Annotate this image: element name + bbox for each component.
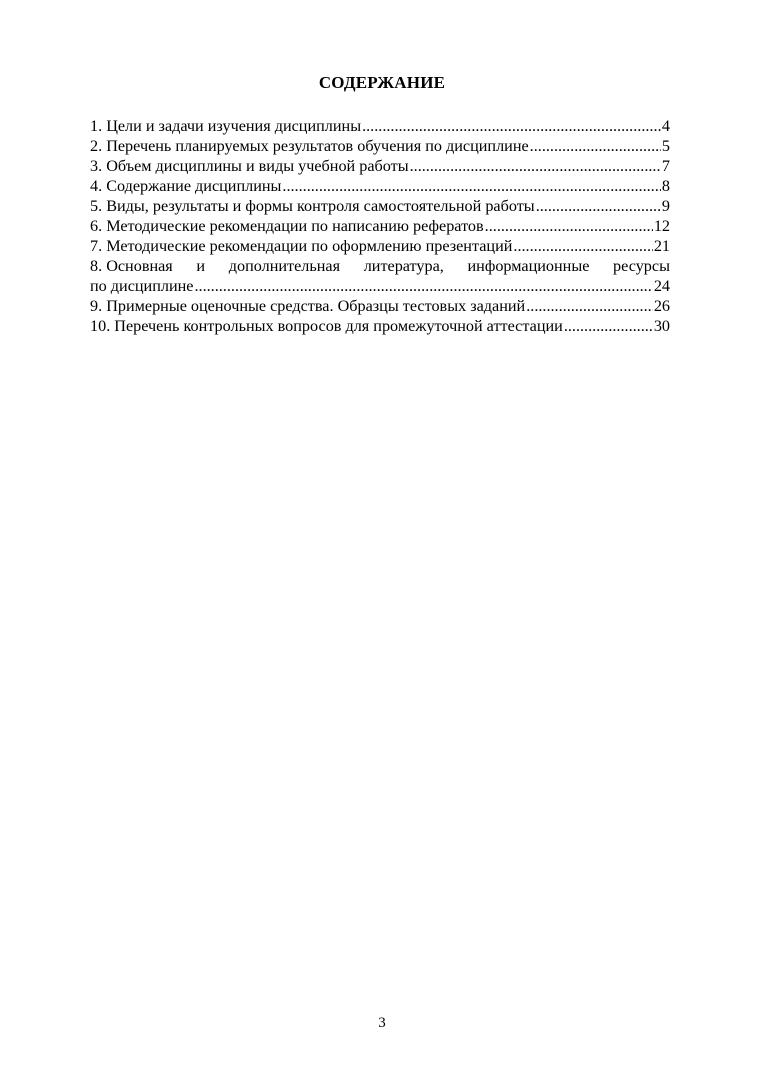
- toc-word: ресурсы: [613, 257, 670, 275]
- toc-entry-3[interactable]: [90, 156, 670, 176]
- toc-entry-label: 4. Содержание дисциплины: [90, 177, 282, 195]
- toc-entry-1[interactable]: [90, 116, 670, 136]
- toc-entry-label: 3. Объем дисциплины и виды учебной работы: [90, 157, 409, 175]
- toc-entry-page: 21: [653, 237, 670, 255]
- toc-leader-dots: [362, 116, 661, 136]
- toc-entry-page: 24: [653, 277, 670, 295]
- toc-entry-page: 4: [661, 117, 670, 135]
- page-title: СОДЕРЖАНИЕ: [318, 73, 446, 92]
- toc-entry-label: 1. Цели и задачи изучения дисциплины: [90, 117, 362, 135]
- toc-entry-6[interactable]: [90, 216, 670, 236]
- toc-leader-dots: [530, 136, 661, 156]
- toc-entry-label: 6. Методические рекомендации по написанию рефератов: [90, 217, 484, 235]
- toc-word: информационные: [467, 257, 590, 275]
- toc-leader-dots: [536, 196, 661, 216]
- toc-entry-2[interactable]: [90, 136, 670, 156]
- page-number: 3: [378, 1015, 386, 1031]
- toc-entry-page: 7: [661, 157, 670, 175]
- toc-entry-label: 7. Методические рекомендации по оформлению презентаций: [90, 237, 513, 255]
- toc-leader-dots: [564, 316, 653, 336]
- toc-entry-label-line2: [90, 276, 670, 296]
- toc-leader-dots: [282, 176, 661, 196]
- toc-entry-page: 12: [653, 217, 670, 235]
- toc-leader-dots: [513, 236, 652, 256]
- toc-entry-label: 2. Перечень планируемых результатов обучения по дисциплине: [90, 137, 529, 155]
- toc-entry-label: 10. Перечень контрольных вопросов для промежуточной аттестации: [90, 317, 563, 335]
- toc-word: дополнительная: [228, 257, 341, 275]
- toc-word: и: [196, 257, 206, 275]
- toc-leader-dots: [194, 276, 652, 296]
- toc-entry-page: 9: [661, 197, 670, 215]
- toc-word: 8. Основная: [90, 257, 173, 275]
- toc-entry-label: 5. Виды, результаты и формы контроля самостоятельной работы: [90, 197, 535, 215]
- toc-word: литература,: [363, 257, 444, 275]
- toc-entry-label: по дисциплине: [90, 277, 194, 295]
- toc-entry-5[interactable]: [90, 196, 670, 216]
- toc-entry-label: 9. Примерные оценочные средства. Образцы тестовых заданий: [90, 297, 526, 315]
- toc-entry-page: 8: [661, 177, 670, 195]
- table-of-contents: [90, 116, 670, 336]
- toc-entry-page: 30: [653, 317, 670, 335]
- toc-leader-dots: [485, 216, 653, 236]
- toc-entry-10[interactable]: [90, 316, 670, 336]
- toc-entry-4[interactable]: [90, 176, 670, 196]
- toc-entry-8[interactable]: [90, 256, 670, 296]
- toc-entry-9[interactable]: [90, 296, 670, 316]
- toc-entry-7[interactable]: [90, 236, 670, 256]
- toc-leader-dots: [410, 156, 661, 176]
- toc-entry-label-line1: [90, 256, 670, 276]
- toc-entry-page: 26: [653, 297, 670, 315]
- toc-leader-dots: [526, 296, 653, 316]
- toc-entry-page: 5: [661, 137, 670, 155]
